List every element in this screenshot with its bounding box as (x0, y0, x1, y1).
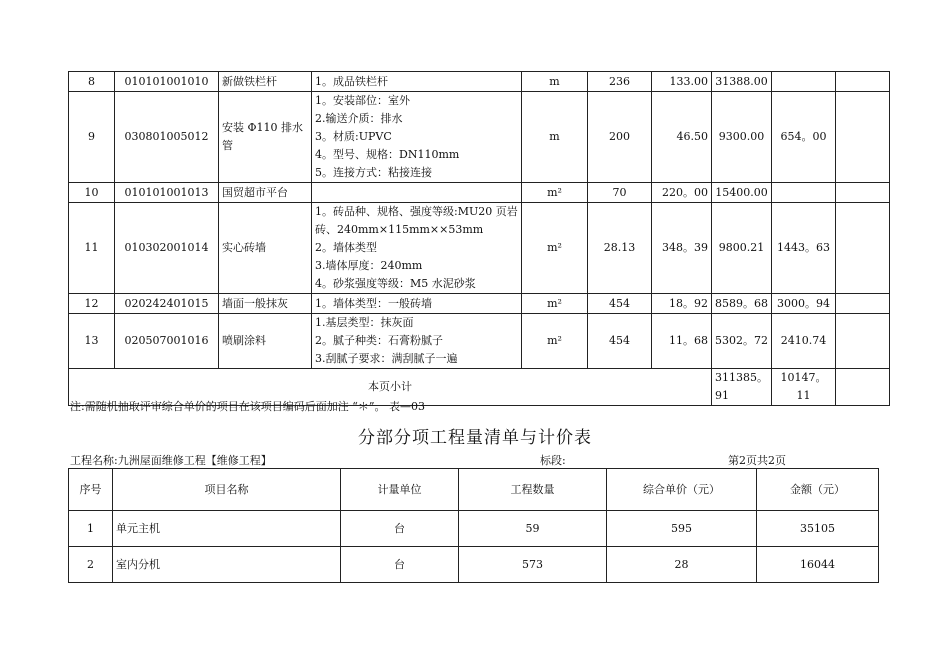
total-price: 8589。68 (712, 294, 772, 314)
feature-line: 1。墙体类型：一般砖墙 (315, 296, 432, 310)
row-number: 9 (69, 92, 115, 183)
row-number: 8 (69, 72, 115, 92)
table-cell: 台 (341, 547, 459, 583)
page-title: 分部分项工程量清单与计价表 (358, 428, 592, 448)
item-code: 020242401015 (115, 294, 219, 314)
summary-table-body (69, 511, 879, 583)
summary-table (68, 468, 879, 583)
item-name: 安装 Φ110 排水管 (219, 92, 312, 183)
column-header: 工程数量 (459, 469, 607, 511)
feature-line: 5。连接方式：粘接连接 (315, 166, 432, 179)
table-row (69, 314, 890, 369)
blank-cell (836, 92, 890, 183)
unit-price: 11。68 (652, 314, 712, 369)
quantity: 236 (588, 72, 652, 92)
feature-line: 2.输送介质：排水 (315, 112, 403, 125)
unit-price: 220。00 (652, 183, 712, 203)
row-number: 10 (69, 183, 115, 203)
item-name: 墙面一般抹灰 (219, 294, 312, 314)
subtotal-extra: 10147。11 (772, 369, 836, 406)
blank-cell (836, 369, 890, 406)
unit-price: 18。92 (652, 294, 712, 314)
row-number: 12 (69, 294, 115, 314)
quantity: 454 (588, 314, 652, 369)
column-header: 综合单价（元） (607, 469, 757, 511)
table-cell: 单元主机 (113, 511, 341, 547)
row-number: 13 (69, 314, 115, 369)
item-features (312, 92, 522, 183)
feature-line: 1。砖品种、规格、强度等级:MU20 页岩砖、240mm×115mm××53mm (315, 205, 518, 236)
feature-line: 2。腻子种类：石膏粉腻子 (315, 334, 443, 347)
table-row (69, 294, 890, 314)
unit-price: 348。39 (652, 203, 712, 294)
item-code: 010302001014 (115, 203, 219, 294)
unit: m² (522, 294, 588, 314)
item-name: 实心砖墙 (219, 203, 312, 294)
table-cell: 室内分机 (113, 547, 341, 583)
extra-amount: 654。00 (772, 92, 836, 183)
feature-line: 1.基层类型：抹灰面 (315, 316, 414, 329)
item-features (312, 203, 522, 294)
total-price: 9300.00 (712, 92, 772, 183)
table-row (69, 511, 879, 547)
feature-line: 3.刮腻子要求：满刮腻子一遍 (315, 352, 458, 365)
subtotal-label: 本页小计 (69, 369, 712, 406)
project-name: 工程名称:九洲屋面维修工程【维修工程】 (70, 454, 272, 467)
footnote: 注:需随机抽取评审综合单价的项目在该项目编码后面加注 “＊”。 表—03 (70, 400, 425, 413)
cost-table-body (69, 72, 890, 406)
table-row (69, 92, 890, 183)
item-features (312, 314, 522, 369)
blank-cell (836, 183, 890, 203)
quantity: 28.13 (588, 203, 652, 294)
unit-price: 133.00 (652, 72, 712, 92)
table-cell: 573 (459, 547, 607, 583)
total-price: 5302。72 (712, 314, 772, 369)
total-price: 15400.00 (712, 183, 772, 203)
item-features (312, 72, 522, 92)
feature-line: 4。型号、规格：DN110mm (315, 148, 460, 161)
item-name: 新做铁栏杆 (219, 72, 312, 92)
feature-line: 1。安装部位：室外 (315, 94, 410, 107)
total-price: 9800.21 (712, 203, 772, 294)
item-features (312, 183, 522, 203)
extra-amount: 2410.74 (772, 314, 836, 369)
table-cell: 35105 (757, 511, 879, 547)
column-header: 序号 (69, 469, 113, 511)
table-cell: 28 (607, 547, 757, 583)
page-number: 第2页共2页 (728, 454, 786, 467)
table-row (69, 547, 879, 583)
blank-cell (836, 72, 890, 92)
item-code: 030801005012 (115, 92, 219, 183)
table-cell: 台 (341, 511, 459, 547)
feature-line: 3。材质:UPVC (315, 130, 392, 143)
feature-line: 4。砂浆强度等级：M5 水泥砂浆 (315, 277, 476, 290)
subtotal-total: 311385。91 (712, 369, 772, 406)
item-name: 国贸超市平台 (219, 183, 312, 203)
item-name: 喷刷涂料 (219, 314, 312, 369)
quantity: 200 (588, 92, 652, 183)
item-code: 010101001013 (115, 183, 219, 203)
item-code: 010101001010 (115, 72, 219, 92)
blank-cell (836, 314, 890, 369)
table-cell: 595 (607, 511, 757, 547)
table-cell: 2 (69, 547, 113, 583)
section-label: 标段: (540, 454, 566, 467)
unit-price: 46.50 (652, 92, 712, 183)
unit: m² (522, 183, 588, 203)
feature-line: 3.墙体厚度：240mm (315, 259, 423, 272)
table-cell: 59 (459, 511, 607, 547)
feature-line: 2。墙体类型 (315, 241, 377, 254)
extra-amount: 1443。63 (772, 203, 836, 294)
blank-cell (836, 294, 890, 314)
unit: m² (522, 203, 588, 294)
item-code: 020507001016 (115, 314, 219, 369)
column-header: 计量单位 (341, 469, 459, 511)
unit: m² (522, 314, 588, 369)
blank-cell (836, 203, 890, 294)
table-row (69, 72, 890, 92)
column-header: 项目名称 (113, 469, 341, 511)
extra-amount (772, 72, 836, 92)
item-features (312, 294, 522, 314)
unit: m (522, 92, 588, 183)
table-row (69, 183, 890, 203)
cost-table-continued (68, 71, 890, 406)
total-price: 31388.00 (712, 72, 772, 92)
table-cell: 1 (69, 511, 113, 547)
column-header: 金额（元） (757, 469, 879, 511)
unit: m (522, 72, 588, 92)
table-cell: 16044 (757, 547, 879, 583)
table-row (69, 203, 890, 294)
quantity: 454 (588, 294, 652, 314)
summary-table-header (69, 469, 879, 511)
feature-line: 1。成品铁栏杆 (315, 74, 388, 88)
quantity: 70 (588, 183, 652, 203)
row-number: 11 (69, 203, 115, 294)
extra-amount: 3000。94 (772, 294, 836, 314)
extra-amount (772, 183, 836, 203)
